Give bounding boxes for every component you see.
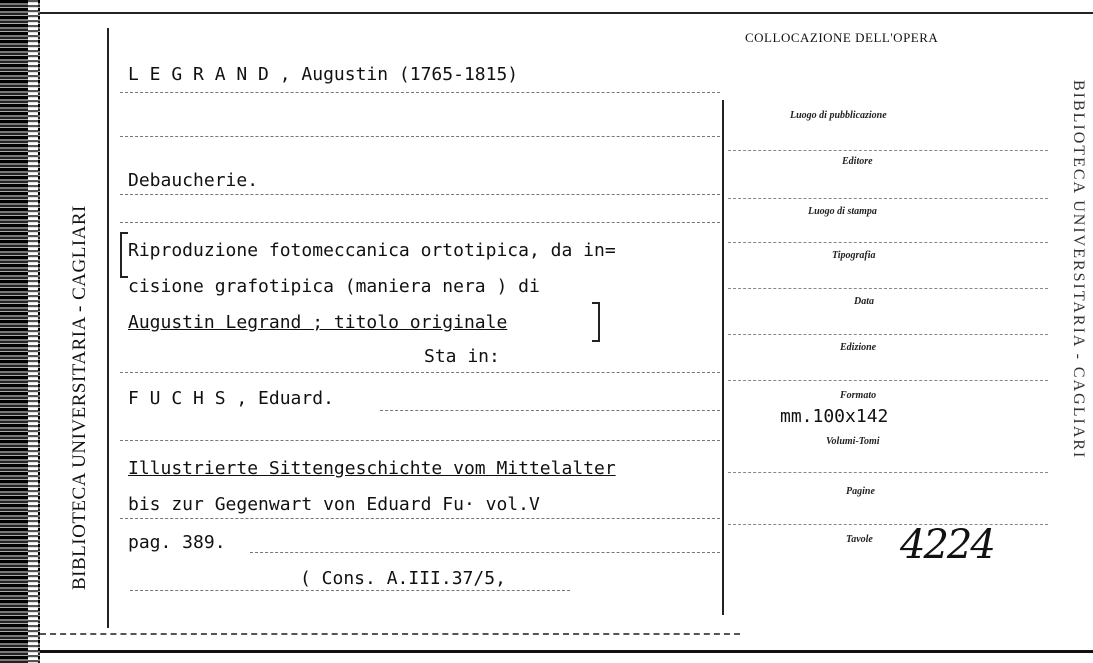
field-pagine: Pagine bbox=[846, 486, 875, 497]
bottom-border bbox=[40, 650, 1093, 653]
bracket-open bbox=[120, 232, 128, 278]
bracket-close bbox=[592, 302, 600, 342]
note-line-1: Riproduzione fotomeccanica ortotipica, da in= bbox=[128, 240, 616, 261]
rule bbox=[380, 410, 720, 411]
right-edge-stamp bbox=[1065, 80, 1093, 600]
rule bbox=[120, 518, 720, 519]
top-border bbox=[40, 12, 1093, 14]
rule bbox=[130, 590, 570, 591]
shelfmark: ( Cons. A.III.37/5, bbox=[300, 568, 506, 589]
rule bbox=[120, 92, 720, 93]
formato-value: mm.100x142 bbox=[780, 406, 889, 427]
bottom-dashed-rule bbox=[40, 633, 740, 635]
rule bbox=[120, 222, 720, 223]
field-edizione: Edizione bbox=[840, 342, 877, 353]
margin-line bbox=[107, 28, 109, 628]
field-tavole: Tavole bbox=[846, 534, 873, 545]
field-luogo-stampa: Luogo di stampa bbox=[808, 206, 877, 217]
field-rule bbox=[728, 150, 1048, 151]
card-edge-strip bbox=[0, 0, 40, 663]
field-rule bbox=[728, 380, 1048, 381]
in-label: Sta in: bbox=[424, 346, 500, 367]
field-rule bbox=[728, 288, 1048, 289]
field-rule bbox=[728, 524, 1048, 525]
field-formato: Formato bbox=[840, 390, 877, 401]
field-rule bbox=[728, 334, 1048, 335]
rule bbox=[120, 372, 720, 373]
right-edge-text: BIBLIOTECA UNIVERSITARIA - CAGLIARI bbox=[1070, 80, 1087, 460]
note-line-2: cisione grafotipica (maniera nera ) di bbox=[128, 276, 540, 297]
field-volumi-tomi: Volumi-Tomi bbox=[826, 436, 880, 447]
rule bbox=[250, 552, 720, 553]
rule bbox=[120, 136, 720, 137]
field-luogo-pubblicazione: Luogo di pubblicazione bbox=[790, 110, 887, 121]
library-name: BIBLIOTECA UNIVERSITARIA - CAGLIARI bbox=[69, 205, 90, 590]
source-author: F U C H S , Eduard. bbox=[128, 388, 334, 409]
field-data: Data bbox=[854, 296, 874, 307]
rule bbox=[120, 440, 720, 441]
work-title: Debaucherie. bbox=[128, 170, 259, 191]
collocazione-title: COLLOCAZIONE DELL'OPERA bbox=[745, 30, 939, 45]
field-editore: Editore bbox=[842, 156, 873, 167]
field-tipografia: Tipografia bbox=[832, 250, 876, 261]
rule bbox=[120, 194, 720, 195]
field-rule bbox=[728, 242, 1048, 243]
source-title-1: Illustrierte Sittengeschichte vom Mittelalter bbox=[128, 458, 616, 479]
note-line-3: Augustin Legrand ; titolo originale bbox=[128, 312, 508, 333]
collocation-box bbox=[722, 100, 1054, 615]
author-line: L E G R A N D , Augustin (1765-1815) bbox=[128, 64, 519, 85]
field-rule bbox=[728, 198, 1048, 199]
page-reference: pag. 389. bbox=[128, 532, 226, 553]
field-rule bbox=[728, 472, 1048, 473]
handwritten-number: 4224 bbox=[900, 522, 994, 568]
source-title-2: bis zur Gegenwart von Eduard Fu· vol.V bbox=[128, 494, 540, 515]
